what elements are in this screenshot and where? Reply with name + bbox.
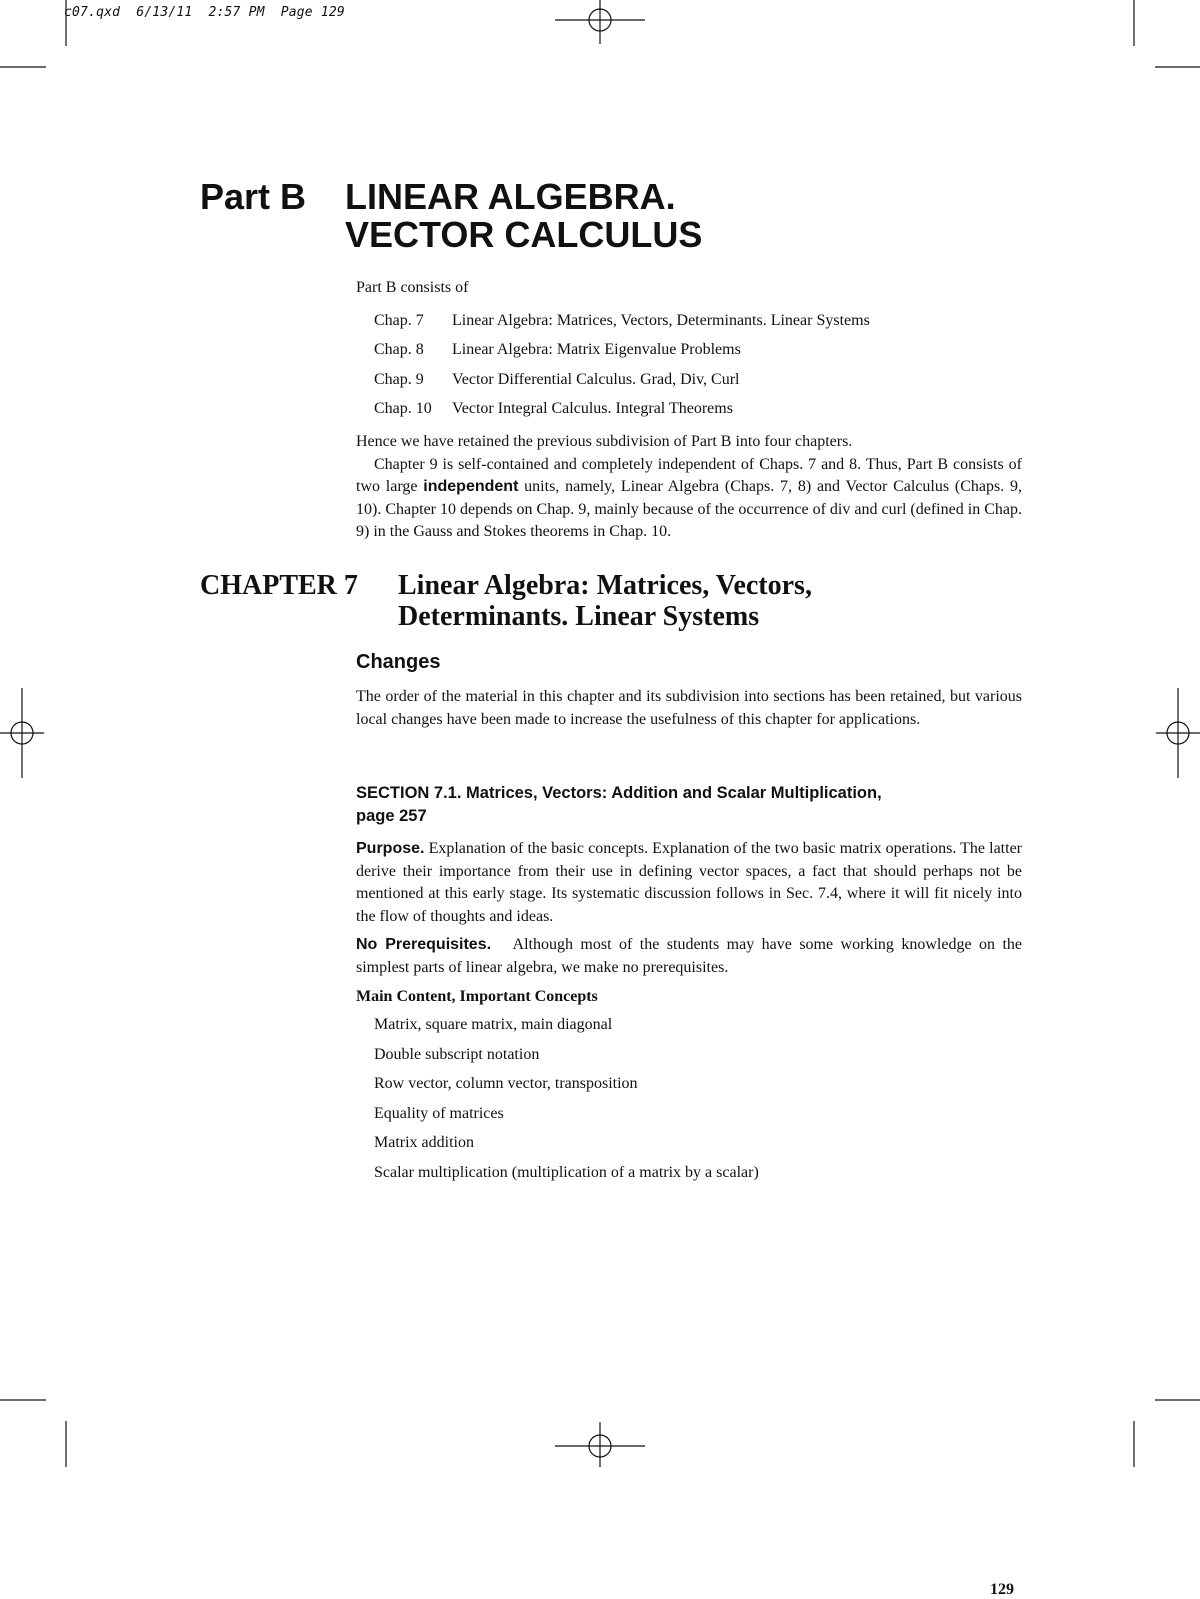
- chapter-list-item: [374, 398, 870, 427]
- page-number: 129: [990, 1581, 1014, 1598]
- prerequisites-paragraph: [356, 934, 1026, 979]
- list-item: Matrix, square matrix, main diagonal: [374, 1016, 613, 1033]
- chapter9-paragraph: [356, 454, 1022, 544]
- chapter9-text-start: Chapter 9 is self-contained and completely independent of Chaps. 7 and 8. Thus, Part B consists of two large: [356, 455, 1022, 495]
- registration-mark-bottom: [555, 1422, 645, 1467]
- registration-mark-left: [0, 688, 44, 778]
- changes-heading: Changes: [356, 651, 441, 673]
- chapter-title-block: [398, 570, 812, 632]
- chapter-title: Linear Algebra: Matrix Eigenvalue Problems: [452, 341, 741, 359]
- chapter-title: Linear Algebra: Matrices, Vectors, Determinants. Linear Systems: [452, 312, 870, 329]
- chapter-label: CHAPTER 7: [200, 570, 358, 601]
- chapter-title-line-1: Linear Algebra: Matrices, Vectors,: [398, 570, 812, 601]
- purpose-label: Purpose.: [356, 840, 425, 857]
- main-content-heading: Main Content, Important Concepts: [356, 988, 598, 1005]
- list-item: Double subscript notation: [374, 1045, 540, 1063]
- chapter-list-item: [374, 339, 870, 368]
- chapter9-text-end: units, namely, Linear Algebra (Chaps. 7, 8) and Vector Calculus (Chaps. 9, 10). Chapter 10 depends on Chap. 9, mainly because of the occurrence of div and curl (defined in Chap. 9) in the Gauss and Stokes theorems in Chap. 10.: [356, 478, 1023, 540]
- hence-paragraph: Hence we have retained the previous subdivision of Part B into four chapters.: [356, 433, 853, 450]
- chapter-number: Chap. 7: [374, 312, 424, 329]
- chapter-list: [374, 310, 870, 427]
- purpose-text: Explanation of the basic concepts. Explanation of the two basic matrix operations. The latter derive their importance from their use in defining vector spaces, a fact that should perhaps not be mentioned at this early stage. Its systematic discussion follows in Sec. 7.4, where it will fit nicely into the flow of thoughts and ideas.: [356, 840, 1022, 925]
- changes-paragraph: The order of the material in this chapter and its subdivision into sections has been retained, but various local changes have been made to increase the usefulness of this chapter for applications.: [356, 688, 1022, 728]
- purpose-paragraph: [356, 838, 1022, 928]
- chapter-number: Chap. 9: [374, 370, 424, 388]
- list-item: Scalar multiplication (multiplication of a matrix by a scalar): [374, 1163, 759, 1181]
- part-title-line-2: VECTOR CALCULUS: [345, 214, 703, 255]
- part-intro: Part B consists of: [356, 279, 469, 296]
- chapter-title: Vector Integral Calculus. Integral Theorems: [452, 399, 733, 417]
- part-description: [356, 431, 1022, 544]
- registration-mark-right: [1156, 688, 1200, 778]
- list-item: Equality of matrices: [374, 1104, 504, 1122]
- prerequisites-text: Although most of the students may have some working knowledge on the simplest parts of linear algebra, we make no prerequisites.: [356, 936, 1026, 976]
- chapter-list-item: [374, 369, 870, 398]
- concept-list: [374, 1014, 759, 1192]
- chapter-list-item: [374, 310, 870, 339]
- independent-emphasis: independent: [423, 478, 519, 495]
- part-label: Part B: [200, 176, 307, 217]
- list-item: Matrix addition: [374, 1134, 474, 1152]
- section-heading-line-2: page 257: [356, 807, 427, 825]
- section-heading-line-1: SECTION 7.1. Matrices, Vectors: Addition and Scalar Multiplication,: [356, 784, 882, 802]
- registration-mark-top: [555, 0, 645, 44]
- chapter-number: Chap. 8: [374, 341, 424, 359]
- chapter-title-line-2: Determinants. Linear Systems: [398, 601, 760, 632]
- list-item: Row vector, column vector, transposition: [374, 1075, 638, 1093]
- chapter-number: Chap. 10: [374, 399, 432, 417]
- file-slug: c07.qxd 6/13/11 2:57 PM Page 129: [64, 5, 345, 20]
- prerequisites-label: No Prerequisites.: [356, 936, 492, 953]
- part-title: [345, 178, 702, 254]
- part-title-line-1: LINEAR ALGEBRA.: [345, 176, 676, 217]
- section-heading: [356, 782, 996, 828]
- chapter-title: Vector Differential Calculus. Grad, Div, Curl: [452, 370, 740, 388]
